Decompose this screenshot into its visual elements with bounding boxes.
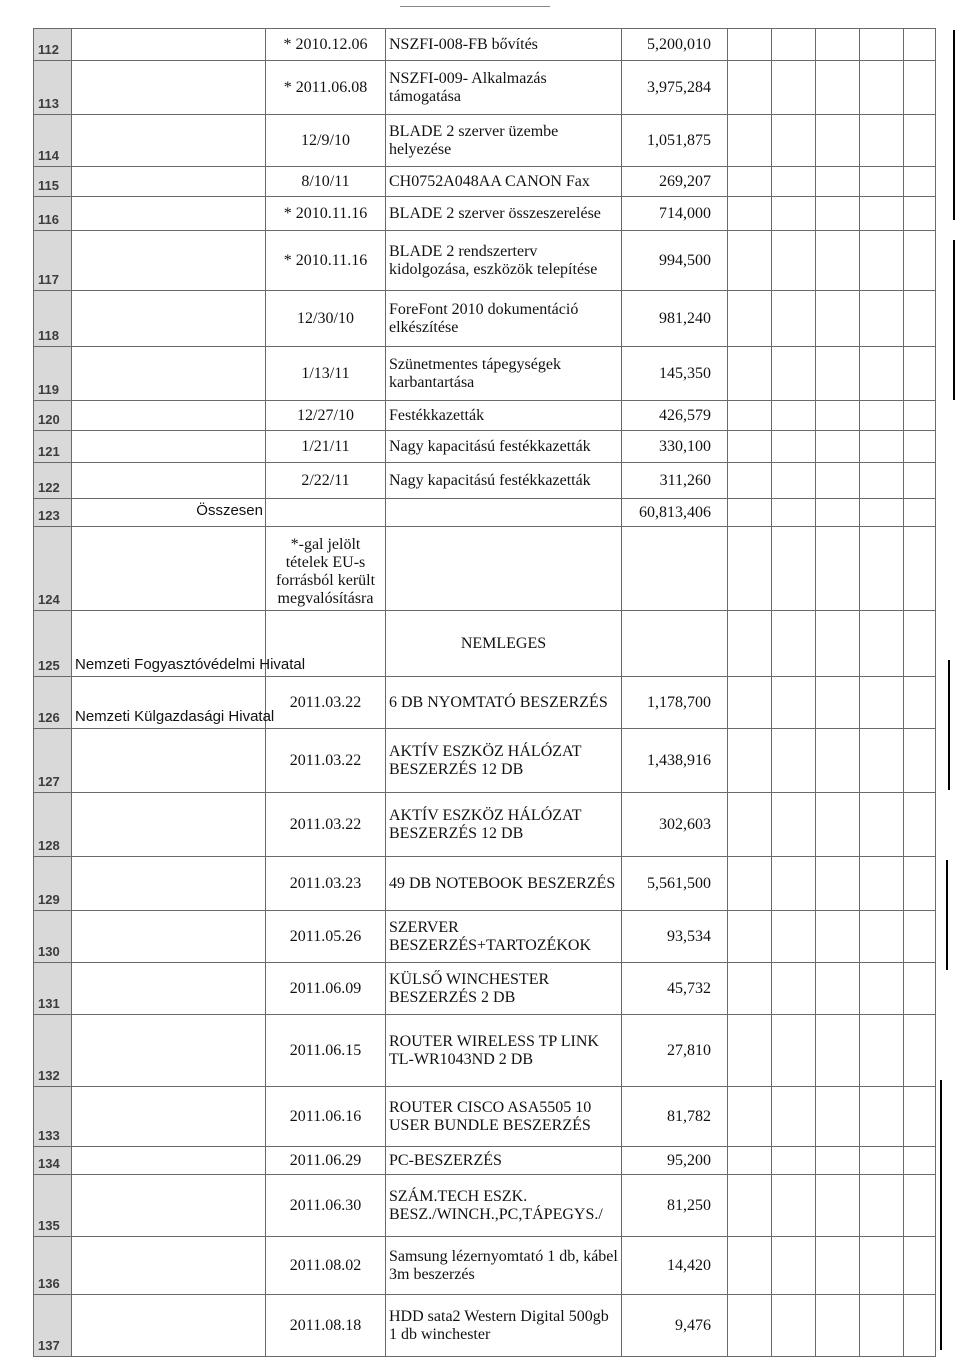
empty-cell [728,431,772,463]
amount-cell: 95,200 [622,1147,728,1175]
description-cell: 6 DB NYOMTATÓ BESZERZÉS [386,677,622,729]
row-number: 130 [34,911,72,963]
empty-cell [772,1175,816,1237]
description-cell: AKTÍV ESZKÖZ HÁLÓZAT BESZERZÉS 12 DB [386,729,622,793]
empty-cell [816,911,860,963]
empty-cell [860,611,904,677]
row-number: 124 [34,527,72,611]
table-row [34,963,936,1015]
amount-cell: 5,561,500 [622,857,728,911]
description-cell [386,499,622,527]
top-edge-mark [400,6,550,7]
empty-cell [816,291,860,347]
organization-cell [72,29,266,61]
empty-cell [860,1175,904,1237]
organization-cell: Összesen [72,499,266,527]
row-number: 135 [34,1175,72,1237]
empty-cell [816,115,860,167]
amount-cell: 14,420 [622,1237,728,1295]
right-margin-bar-3 [948,660,950,790]
right-margin-bar-2 [953,240,955,400]
description-cell: PC-BESZERZÉS [386,1147,622,1175]
empty-cell [728,61,772,115]
description-cell: BLADE 2 rendszerterv kidolgozása, eszközök telepítése [386,231,622,291]
row-number: 123 [34,499,72,527]
empty-cell [772,115,816,167]
empty-cell [860,431,904,463]
organization-cell [72,231,266,291]
row-number: 116 [34,197,72,231]
description-cell: KÜLSŐ WINCHESTER BESZERZÉS 2 DB [386,963,622,1015]
empty-cell [904,963,936,1015]
empty-cell [904,527,936,611]
description-cell: Festékkazetták [386,401,622,431]
table-row [34,677,936,729]
table-row [34,431,936,463]
row-number: 128 [34,793,72,857]
empty-cell [728,527,772,611]
table-row [34,1295,936,1357]
table-row [34,1237,936,1295]
table-row [34,347,936,401]
date-cell: 1/21/11 [266,431,386,463]
table-row [34,729,936,793]
empty-cell [816,793,860,857]
empty-cell [772,1015,816,1087]
description-cell: CH0752A048AA CANON Fax [386,167,622,197]
empty-cell [816,431,860,463]
empty-cell [860,729,904,793]
organization-cell [72,401,266,431]
row-number: 133 [34,1087,72,1147]
organization-cell [72,197,266,231]
row-number: 126 [34,677,72,729]
organization-cell: Nemzeti Fogyasztóvédelmi Hivatal [72,611,266,677]
table-row [34,463,936,499]
row-number: 119 [34,347,72,401]
amount-cell: 5,200,010 [622,29,728,61]
empty-cell [772,527,816,611]
empty-cell [772,1237,816,1295]
row-number: 121 [34,431,72,463]
date-cell: 2011.03.23 [266,857,386,911]
amount-cell: 1,438,916 [622,729,728,793]
row-number: 127 [34,729,72,793]
amount-cell: 1,051,875 [622,115,728,167]
empty-cell [860,1237,904,1295]
table-row [34,499,936,527]
description-cell: NEMLEGES [386,611,622,677]
row-number: 113 [34,61,72,115]
empty-cell [772,677,816,729]
empty-cell [772,729,816,793]
table-row [34,197,936,231]
empty-cell [728,1087,772,1147]
amount-cell: 81,250 [622,1175,728,1237]
empty-cell [772,963,816,1015]
organization-cell [72,1237,266,1295]
empty-cell [904,911,936,963]
empty-cell [772,61,816,115]
description-cell: HDD sata2 Western Digital 500gb 1 db winchester [386,1295,622,1357]
empty-cell [904,857,936,911]
organization-cell [72,167,266,197]
empty-cell [904,499,936,527]
empty-cell [728,29,772,61]
date-cell: 2011.03.22 [266,729,386,793]
date-cell: 2011.06.30 [266,1175,386,1237]
amount-cell: 981,240 [622,291,728,347]
row-number: 120 [34,401,72,431]
row-number: 136 [34,1237,72,1295]
empty-cell [904,431,936,463]
empty-cell [860,291,904,347]
organization-cell [72,291,266,347]
row-number: 117 [34,231,72,291]
empty-cell [816,29,860,61]
description-cell: ROUTER WIRELESS TP LINK TL-WR1043ND 2 DB [386,1015,622,1087]
empty-cell [772,857,816,911]
amount-cell: 9,476 [622,1295,728,1357]
organization-cell [72,1147,266,1175]
empty-cell [816,1237,860,1295]
empty-cell [728,167,772,197]
empty-cell [904,1015,936,1087]
description-cell: NSZFI-008-FB bővítés [386,29,622,61]
row-number: 115 [34,167,72,197]
empty-cell [772,911,816,963]
empty-cell [772,431,816,463]
empty-cell [728,911,772,963]
date-cell: 2011.08.02 [266,1237,386,1295]
organization-cell [72,911,266,963]
description-cell: ROUTER CISCO ASA5505 10 USER BUNDLE BESZERZÉS [386,1087,622,1147]
empty-cell [904,197,936,231]
table-row [34,29,936,61]
description-cell: Szünetmentes tápegységek karbantartása [386,347,622,401]
date-cell: * 2011.06.08 [266,61,386,115]
empty-cell [728,793,772,857]
date-cell: 8/10/11 [266,167,386,197]
empty-cell [860,677,904,729]
description-cell: Nagy kapacitású festékkazetták [386,431,622,463]
description-cell: BLADE 2 szerver üzembe helyezése [386,115,622,167]
organization-cell [72,347,266,401]
table-row [34,527,936,611]
empty-cell [728,611,772,677]
empty-cell [816,963,860,1015]
organization-cell [72,963,266,1015]
table-row [34,611,936,677]
date-cell: * 2010.11.16 [266,231,386,291]
amount-cell: 93,534 [622,911,728,963]
row-number: 132 [34,1015,72,1087]
table-row [34,793,936,857]
date-cell: 2011.08.18 [266,1295,386,1357]
empty-cell [772,167,816,197]
description-cell: ForeFont 2010 dokumentáció elkészítése [386,291,622,347]
table-row [34,115,936,167]
amount-cell: 426,579 [622,401,728,431]
empty-cell [816,167,860,197]
row-number: 125 [34,611,72,677]
row-number: 114 [34,115,72,167]
row-number: 137 [34,1295,72,1357]
empty-cell [860,1147,904,1175]
amount-cell [622,611,728,677]
amount-cell: 714,000 [622,197,728,231]
empty-cell [860,167,904,197]
empty-cell [860,197,904,231]
organization-cell [72,527,266,611]
amount-cell: 60,813,406 [622,499,728,527]
row-number: 112 [34,29,72,61]
empty-cell [816,729,860,793]
empty-cell [772,499,816,527]
amount-cell: 269,207 [622,167,728,197]
empty-cell [816,61,860,115]
empty-cell [860,857,904,911]
empty-cell [904,1295,936,1357]
empty-cell [772,1295,816,1357]
empty-cell [860,1295,904,1357]
empty-cell [728,115,772,167]
empty-cell [728,677,772,729]
organization-cell [72,431,266,463]
empty-cell [728,1175,772,1237]
amount-cell: 145,350 [622,347,728,401]
empty-cell [772,1147,816,1175]
right-margin-bar-4 [946,860,948,970]
empty-cell [728,231,772,291]
empty-cell [728,401,772,431]
date-cell: 12/27/10 [266,401,386,431]
amount-cell: 311,260 [622,463,728,499]
organization-cell [72,61,266,115]
empty-cell [728,963,772,1015]
empty-cell [816,347,860,401]
empty-cell [904,1087,936,1147]
empty-cell [816,611,860,677]
empty-cell [816,857,860,911]
amount-cell: 45,732 [622,963,728,1015]
empty-cell [904,167,936,197]
amount-cell [622,527,728,611]
organization-cell [72,857,266,911]
empty-cell [772,347,816,401]
empty-cell [860,527,904,611]
empty-cell [728,1237,772,1295]
amount-cell: 27,810 [622,1015,728,1087]
empty-cell [772,401,816,431]
right-margin-bar-1 [953,30,955,220]
empty-cell [904,1237,936,1295]
table-row [34,167,936,197]
organization-cell [72,793,266,857]
empty-cell [772,463,816,499]
organization-cell [72,1175,266,1237]
organization-cell [72,1295,266,1357]
date-cell: *-gal jelölt tételek EU-s forrásból került megvalósításra [266,527,386,611]
description-cell [386,527,622,611]
empty-cell [904,401,936,431]
empty-cell [816,463,860,499]
empty-cell [860,963,904,1015]
empty-cell [772,1087,816,1147]
organization-cell [72,1087,266,1147]
empty-cell [728,857,772,911]
empty-cell [860,1015,904,1087]
organization-cell [72,729,266,793]
date-cell: 2011.03.22 [266,677,386,729]
empty-cell [860,1087,904,1147]
empty-cell [728,1295,772,1357]
empty-cell [728,1015,772,1087]
empty-cell [816,1295,860,1357]
organization-cell [72,463,266,499]
empty-cell [904,729,936,793]
procurement-table [33,28,936,1357]
empty-cell [816,1087,860,1147]
description-cell: BLADE 2 szerver összeszerelése [386,197,622,231]
right-margin-bar-5 [940,1080,942,1350]
date-cell: 12/30/10 [266,291,386,347]
empty-cell [904,291,936,347]
table-row [34,401,936,431]
empty-cell [904,793,936,857]
table-row [34,231,936,291]
description-cell: NSZFI-009- Alkalmazás támogatása [386,61,622,115]
empty-cell [728,197,772,231]
empty-cell [816,1015,860,1087]
amount-cell: 330,100 [622,431,728,463]
empty-cell [860,793,904,857]
empty-cell [860,911,904,963]
empty-cell [728,499,772,527]
table-row [34,1175,936,1237]
empty-cell [816,677,860,729]
empty-cell [816,197,860,231]
empty-cell [860,347,904,401]
row-number: 131 [34,963,72,1015]
description-cell: Nagy kapacitású festékkazetták [386,463,622,499]
empty-cell [772,793,816,857]
row-number: 118 [34,291,72,347]
empty-cell [772,611,816,677]
date-cell: 2011.05.26 [266,911,386,963]
empty-cell [860,401,904,431]
empty-cell [728,463,772,499]
empty-cell [816,527,860,611]
organization-cell: Nemzeti Külgazdasági Hivatal [72,677,266,729]
table-row [34,857,936,911]
date-cell: 2011.06.29 [266,1147,386,1175]
date-cell: * 2010.11.16 [266,197,386,231]
empty-cell [904,677,936,729]
table-row [34,1147,936,1175]
empty-cell [816,499,860,527]
row-number: 122 [34,463,72,499]
amount-cell: 3,975,284 [622,61,728,115]
empty-cell [860,499,904,527]
description-cell: SZERVER BESZERZÉS+TARTOZÉKOK [386,911,622,963]
empty-cell [904,1175,936,1237]
description-cell: 49 DB NOTEBOOK BESZERZÉS [386,857,622,911]
row-number: 134 [34,1147,72,1175]
empty-cell [816,401,860,431]
table-row [34,911,936,963]
table-row [34,291,936,347]
empty-cell [816,1175,860,1237]
empty-cell [728,1147,772,1175]
empty-cell [728,347,772,401]
empty-cell [728,291,772,347]
date-cell: * 2010.12.06 [266,29,386,61]
empty-cell [816,1147,860,1175]
empty-cell [860,115,904,167]
empty-cell [904,61,936,115]
empty-cell [904,347,936,401]
amount-cell: 994,500 [622,231,728,291]
empty-cell [904,1147,936,1175]
date-cell: 1/13/11 [266,347,386,401]
date-cell: 2011.06.16 [266,1087,386,1147]
organization-cell [72,1015,266,1087]
empty-cell [860,231,904,291]
row-number: 129 [34,857,72,911]
empty-cell [772,197,816,231]
amount-cell: 1,178,700 [622,677,728,729]
empty-cell [904,115,936,167]
date-cell: 2/22/11 [266,463,386,499]
empty-cell [860,61,904,115]
date-cell: 2011.06.15 [266,1015,386,1087]
date-cell: 12/9/10 [266,115,386,167]
empty-cell [816,231,860,291]
empty-cell [904,463,936,499]
description-cell: AKTÍV ESZKÖZ HÁLÓZAT BESZERZÉS 12 DB [386,793,622,857]
date-cell: 2011.03.22 [266,793,386,857]
date-cell: 2011.06.09 [266,963,386,1015]
empty-cell [860,463,904,499]
description-cell: SZÁM.TECH ESZK. BESZ./WINCH.,PC,TÁPEGYS./ [386,1175,622,1237]
empty-cell [904,231,936,291]
empty-cell [772,291,816,347]
table-row [34,1015,936,1087]
organization-cell [72,115,266,167]
amount-cell: 81,782 [622,1087,728,1147]
empty-cell [728,729,772,793]
empty-cell [772,29,816,61]
amount-cell: 302,603 [622,793,728,857]
empty-cell [860,29,904,61]
date-cell [266,499,386,527]
empty-cell [772,231,816,291]
description-cell: Samsung lézernyomtató 1 db, kábel 3m beszerzés [386,1237,622,1295]
empty-cell [904,29,936,61]
table-row [34,1087,936,1147]
empty-cell [904,611,936,677]
table-row [34,61,936,115]
